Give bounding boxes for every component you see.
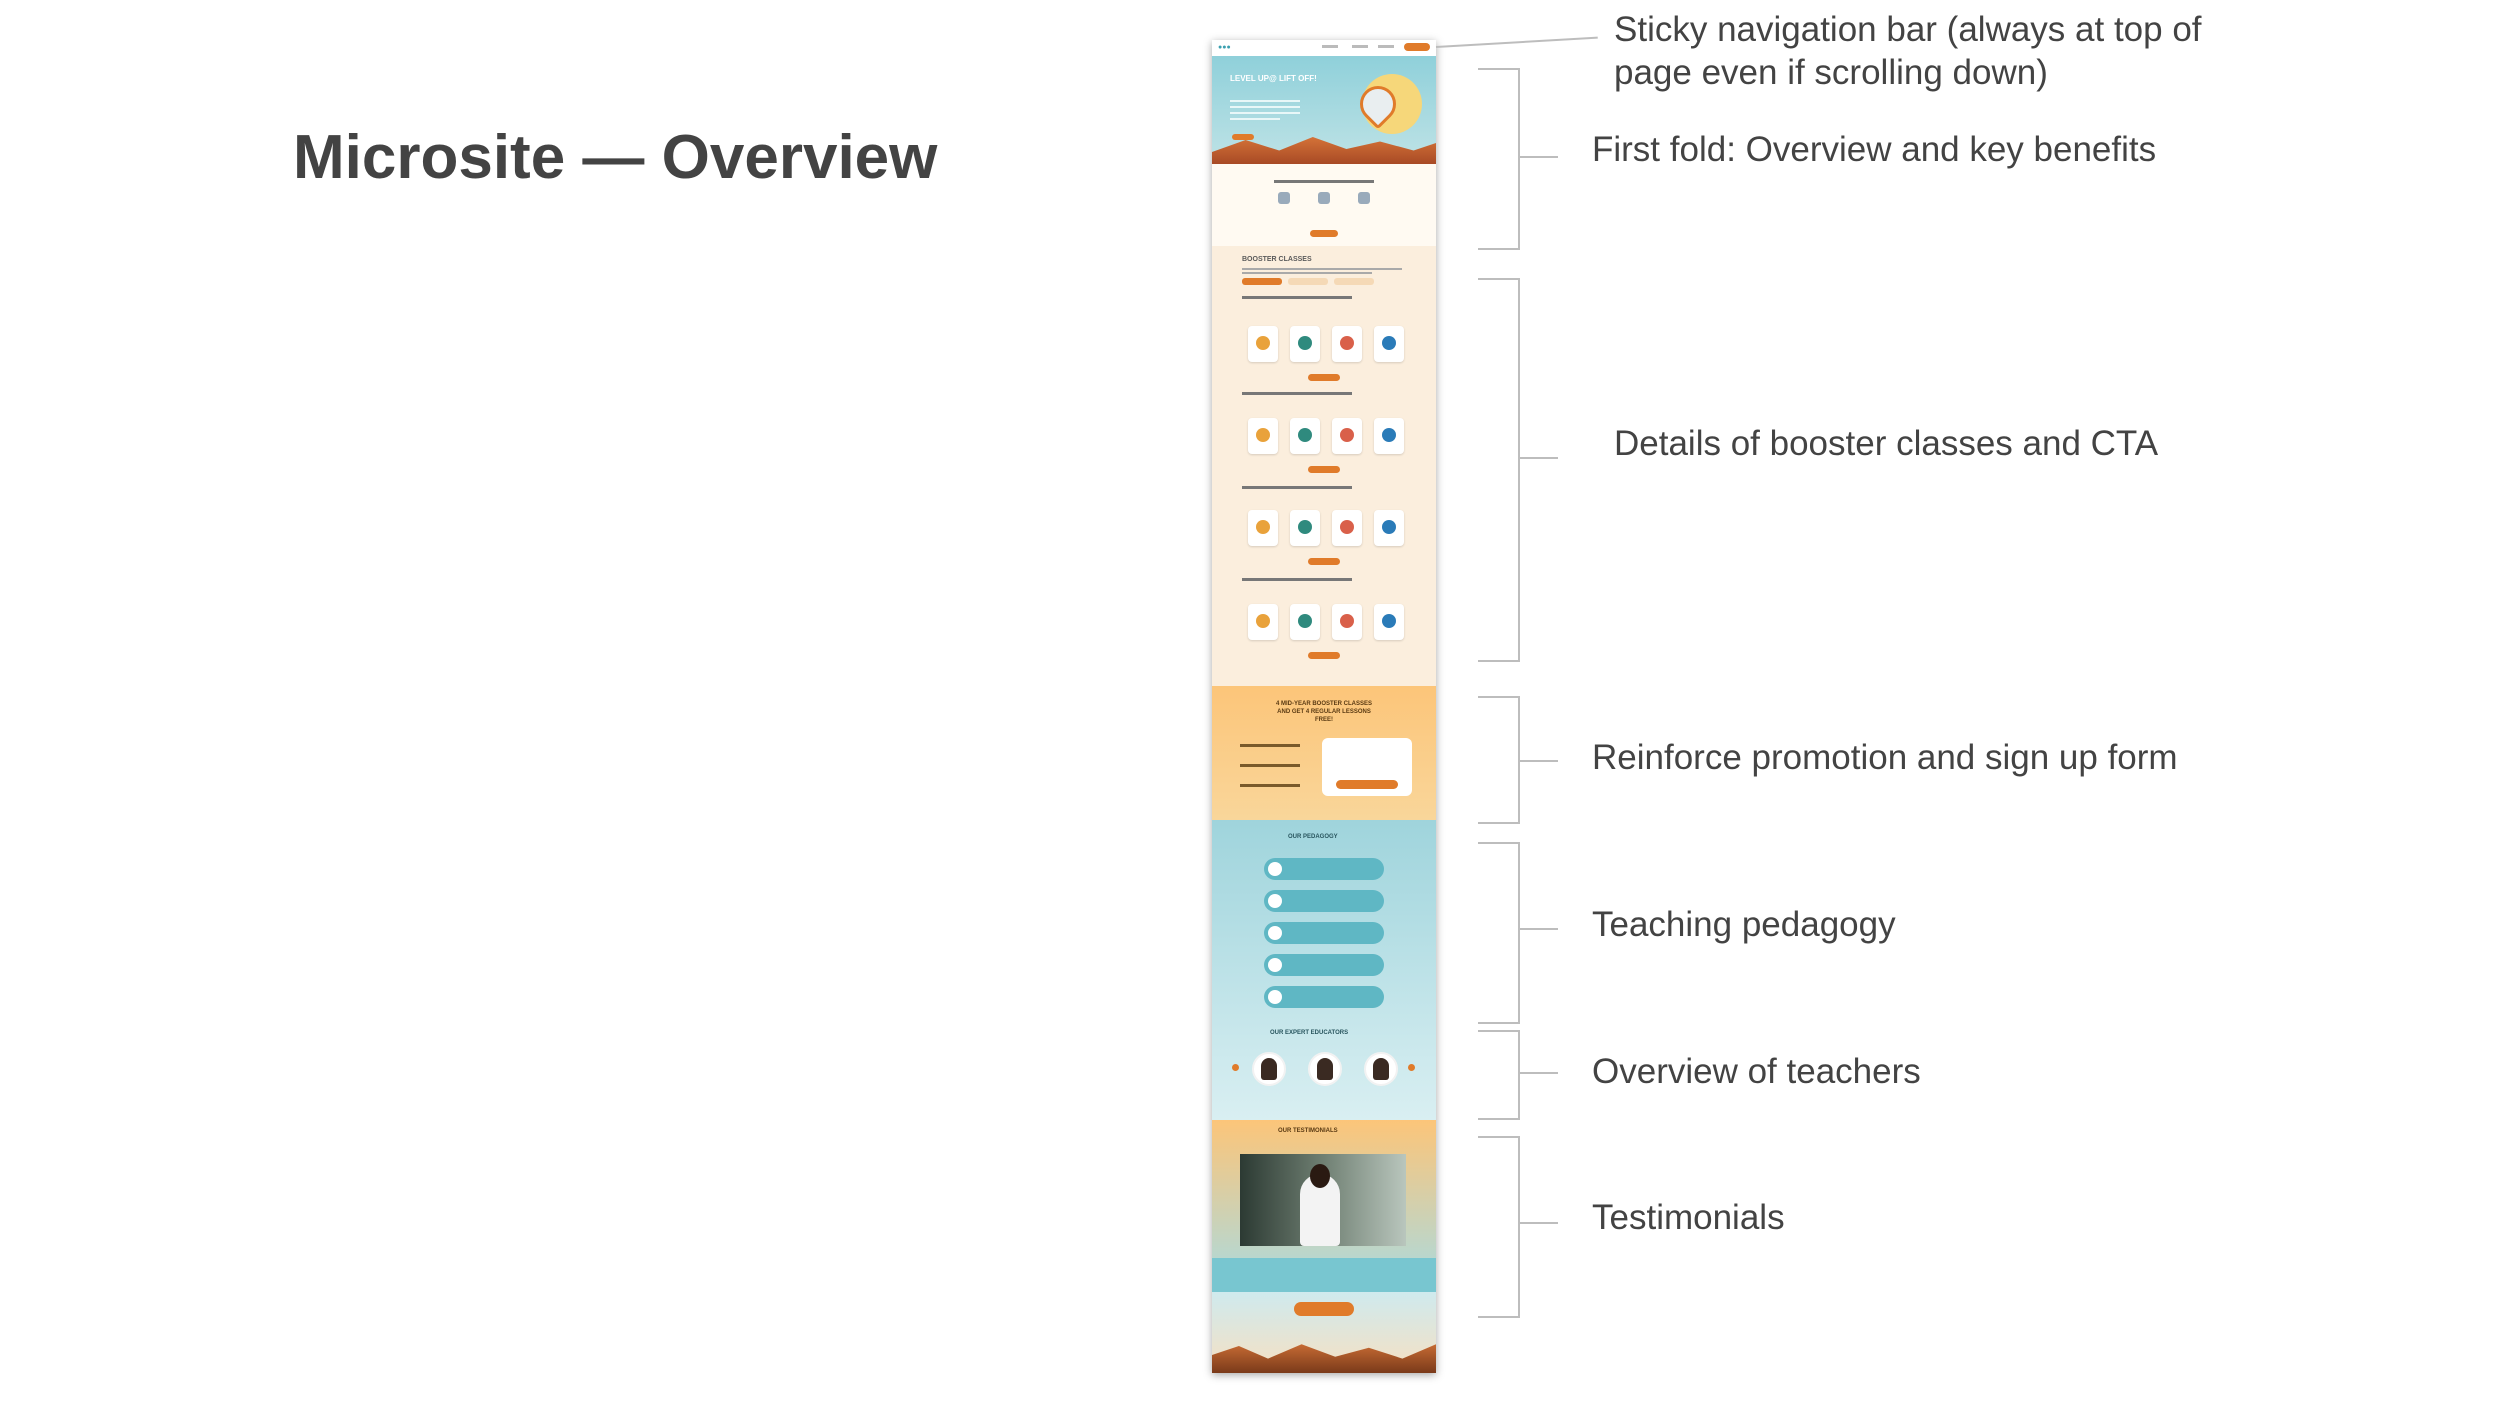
educators-heading: OUR EXPERT EDUCATORS	[1270, 1030, 1349, 1036]
annotation-text: Sticky navigation bar (always at top of	[1614, 10, 2202, 49]
hero-text-line	[1230, 118, 1280, 120]
pedagogy-pill	[1264, 986, 1384, 1008]
class-card	[1248, 326, 1278, 362]
bracket-tick	[1518, 457, 1558, 459]
class-tab	[1242, 278, 1282, 285]
nav-connector-line	[1436, 37, 1598, 48]
bracket-tick	[1518, 1222, 1558, 1224]
bracket-promotion	[1478, 696, 1520, 824]
hero-text-line	[1230, 112, 1300, 114]
class-card	[1332, 510, 1362, 546]
hero-cta-button	[1232, 134, 1254, 140]
promo-section	[1212, 686, 1436, 820]
class-card	[1374, 418, 1404, 454]
pedagogy-section	[1212, 820, 1436, 1120]
mountain-illustration	[1212, 1337, 1436, 1373]
testimonial-quote-band	[1212, 1258, 1436, 1292]
class-card	[1332, 604, 1362, 640]
annotation-pedagogy: Teaching pedagogy	[1592, 905, 1896, 944]
benefit-icon	[1278, 192, 1290, 204]
page-title: Microsite — Overview	[293, 123, 938, 192]
hero-text-line	[1230, 100, 1300, 102]
class-card	[1290, 326, 1320, 362]
pedagogy-pill	[1264, 858, 1384, 880]
testimonial-video	[1240, 1154, 1406, 1246]
nav-link	[1322, 45, 1338, 48]
teacher-avatar	[1308, 1052, 1342, 1086]
footer-cta-button	[1294, 1302, 1354, 1316]
text-line	[1242, 268, 1402, 270]
benefits-cta-button	[1310, 230, 1338, 237]
benefit-icon	[1318, 192, 1330, 204]
teacher-avatar	[1252, 1052, 1286, 1086]
booster-classes-section	[1212, 246, 1436, 686]
class-card	[1290, 418, 1320, 454]
pedagogy-heading: OUR PEDAGOGY	[1288, 834, 1338, 840]
testimonials-heading: OUR TESTIMONIALS	[1278, 1128, 1338, 1134]
class-cta-button	[1308, 466, 1340, 473]
class-group-title	[1242, 392, 1352, 395]
pedagogy-pill	[1264, 922, 1384, 944]
class-card	[1374, 326, 1404, 362]
class-group-title	[1242, 578, 1352, 581]
hero-text-line	[1230, 106, 1300, 108]
pedagogy-pill	[1264, 954, 1384, 976]
benefits-heading	[1274, 180, 1374, 183]
site-logo: ●●●	[1218, 44, 1231, 51]
annotation-testimonials: Testimonials	[1592, 1198, 1785, 1237]
carousel-prev-icon	[1232, 1064, 1239, 1071]
class-card	[1332, 418, 1362, 454]
annotation-teachers: Overview of teachers	[1592, 1052, 1921, 1091]
text-line	[1242, 272, 1372, 274]
carousel-next-icon	[1408, 1064, 1415, 1071]
pedagogy-pill	[1264, 890, 1384, 912]
promo-item	[1240, 764, 1300, 767]
class-card	[1290, 604, 1320, 640]
annotation-promotion: Reinforce promotion and sign up form	[1592, 738, 2178, 777]
bracket-pedagogy	[1478, 842, 1520, 1024]
testimonials-section	[1212, 1120, 1436, 1292]
promo-item	[1240, 744, 1300, 747]
nav-link	[1352, 45, 1368, 48]
microsite-preview	[1212, 40, 1436, 1373]
class-card	[1374, 510, 1404, 546]
signup-submit-button	[1336, 780, 1398, 789]
benefit-icon	[1358, 192, 1370, 204]
class-card	[1248, 604, 1278, 640]
bracket-tick	[1518, 1072, 1558, 1074]
bracket-booster-classes	[1478, 278, 1520, 662]
hero-section	[1212, 56, 1436, 164]
class-card	[1248, 418, 1278, 454]
class-card	[1290, 510, 1320, 546]
class-group-title	[1242, 486, 1352, 489]
class-group-title	[1242, 296, 1352, 299]
promo-heading: 4 MID-YEAR BOOSTER CLASSES AND GET 4 REGULAR LESSONS FREE!	[1275, 701, 1372, 723]
bracket-tick	[1518, 760, 1558, 762]
annotation-text: page even if scrolling down)	[1614, 53, 2048, 92]
sticky-nav-bar	[1212, 40, 1436, 57]
bracket-tick	[1518, 156, 1558, 158]
class-tab	[1288, 278, 1328, 285]
annotation-sticky-nav	[1614, 8, 2202, 94]
nav-cta-button	[1404, 43, 1430, 51]
class-cta-button	[1308, 652, 1340, 659]
promo-item	[1240, 784, 1300, 787]
benefits-section	[1212, 164, 1436, 246]
class-cta-button	[1308, 374, 1340, 381]
nav-link	[1378, 45, 1394, 48]
bracket-first-fold	[1478, 68, 1520, 250]
signup-form	[1322, 738, 1412, 796]
footer-section	[1212, 1292, 1436, 1373]
class-card	[1374, 604, 1404, 640]
bracket-testimonials	[1478, 1136, 1520, 1318]
class-card	[1248, 510, 1278, 546]
class-card	[1332, 326, 1362, 362]
bracket-teachers	[1478, 1030, 1520, 1120]
teacher-avatar	[1364, 1052, 1398, 1086]
hero-title: LEVEL UP@ LIFT OFF!	[1230, 74, 1317, 83]
class-cta-button	[1308, 558, 1340, 565]
annotation-booster-classes: Details of booster classes and CTA	[1614, 424, 2159, 463]
annotation-first-fold: First fold: Overview and key benefits	[1592, 130, 2157, 169]
class-tab	[1334, 278, 1374, 285]
bracket-tick	[1518, 928, 1558, 930]
booster-heading: BOOSTER CLASSES	[1242, 256, 1312, 263]
